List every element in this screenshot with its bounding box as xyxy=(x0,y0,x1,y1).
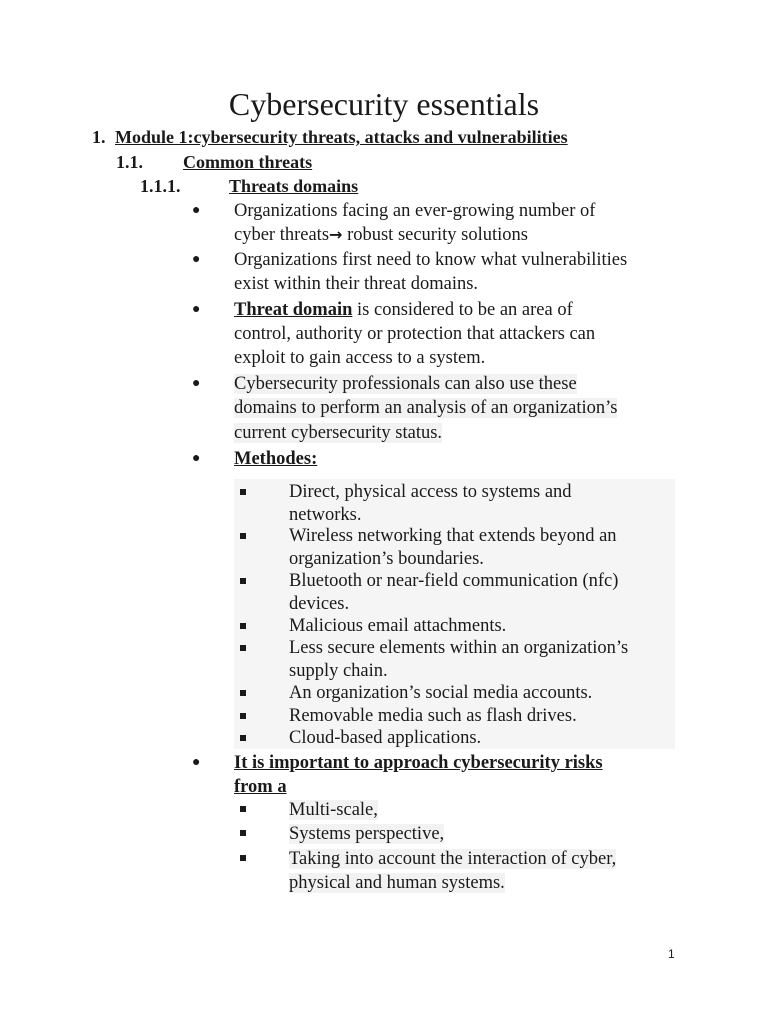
methodes-heading: Methodes: xyxy=(234,449,318,469)
perspective-3-wrap-2 xyxy=(289,871,505,895)
method-1-line-2: networks. xyxy=(289,505,362,525)
bullet-3-line-3: exploit to gain access to a system. xyxy=(234,348,486,368)
bullet-4-line-1: Cybersecurity professionals can also use these xyxy=(234,374,577,394)
method-6-line-1: An organization’s social media accounts. xyxy=(289,683,593,703)
perspective-1-line-1: Multi-scale, xyxy=(289,800,378,820)
square-bullet xyxy=(240,623,246,629)
threat-domain-term: Threat domain xyxy=(234,300,353,320)
perspective-1-wrap xyxy=(289,798,378,822)
square-bullet xyxy=(240,713,246,719)
subsection-number: 1.1.1. xyxy=(140,176,181,196)
square-bullet xyxy=(240,645,246,651)
method-3-line-1: Bluetooth or near-field communication (nfc) xyxy=(289,571,619,591)
subsection-heading: Threats domains xyxy=(229,176,359,196)
square-bullet xyxy=(240,830,246,836)
bullet-dot: ● xyxy=(192,755,201,770)
module-heading: Module 1:cybersecurity threats, attacks and vulnerabilities xyxy=(115,127,568,147)
square-bullet xyxy=(240,806,246,812)
bullet-dot: ● xyxy=(192,252,201,267)
bullet-dot: ● xyxy=(192,302,201,317)
bullet-4-line-3-wrap xyxy=(234,421,442,445)
bullet-dot: ● xyxy=(192,203,201,218)
bullet-dot: ● xyxy=(192,451,201,466)
perspective-2-wrap xyxy=(289,822,444,846)
section-heading: Common threats xyxy=(183,152,313,172)
square-bullet xyxy=(240,489,246,495)
square-bullet xyxy=(240,578,246,584)
method-1-line-1: Direct, physical access to systems and xyxy=(289,482,572,502)
square-bullet xyxy=(240,690,246,696)
method-5-line-1: Less secure elements within an organization’s xyxy=(289,638,629,658)
method-5-line-2: supply chain. xyxy=(289,661,388,681)
bullet-2-line-1: Organizations first need to know what vulnerabilities xyxy=(234,250,628,270)
module-number: 1. xyxy=(92,127,106,147)
square-bullet xyxy=(240,735,246,741)
bullet-1-line-2 xyxy=(234,223,528,247)
bullet-dot: ● xyxy=(192,376,201,391)
bullet-2-line-2: exist within their threat domains. xyxy=(234,274,479,294)
perspective-3-wrap-1 xyxy=(289,847,616,871)
bullet-4-line-2-wrap xyxy=(234,396,617,420)
bullet-1-text-b: robust security solutions xyxy=(342,225,528,245)
bullet-4-line-3: current cybersecurity status. xyxy=(234,423,443,443)
square-bullet xyxy=(240,533,246,539)
methodes-wrap xyxy=(234,447,317,471)
bullet-6-line-1-wrap xyxy=(234,751,603,775)
method-2-line-1: Wireless networking that extends beyond an xyxy=(289,526,617,546)
perspective-2-line-1: Systems perspective, xyxy=(289,824,445,844)
method-2-line-2: organization’s boundaries. xyxy=(289,549,484,569)
bullet-3-line-2: control, authority or protection that attackers can xyxy=(234,324,596,344)
bullet-6-line-2: from a xyxy=(234,777,287,797)
arrow-right-icon: → xyxy=(329,225,343,244)
square-bullet xyxy=(240,855,246,861)
method-8-line-1: Cloud-based applications. xyxy=(289,728,482,748)
method-3-line-2: devices. xyxy=(289,594,350,614)
bullet-4-line-1-wrap xyxy=(234,372,577,396)
perspective-3-line-1: Taking into account the interaction of cyber, xyxy=(289,849,617,869)
bullet-6-line-2-wrap xyxy=(234,775,287,799)
method-4-line-1: Malicious email attachments. xyxy=(289,616,507,636)
bullet-3-line-1 xyxy=(234,298,573,322)
bullet-1-line-1: Organizations facing an ever-growing number of xyxy=(234,201,596,221)
section-number: 1.1. xyxy=(116,152,143,172)
bullet-6-line-1: It is important to approach cybersecurity risks xyxy=(234,753,603,773)
page-number: 1 xyxy=(668,947,675,961)
bullet-1-text-a: cyber threats xyxy=(234,225,330,245)
method-7-line-1: Removable media such as flash drives. xyxy=(289,706,577,726)
document-title: Cybersecurity essentials xyxy=(228,86,540,122)
bullet-3-text: is considered to be an area of xyxy=(352,300,573,320)
perspective-3-line-2: physical and human systems. xyxy=(289,873,505,893)
bullet-4-line-2: domains to perform an analysis of an organization’s xyxy=(234,398,618,418)
